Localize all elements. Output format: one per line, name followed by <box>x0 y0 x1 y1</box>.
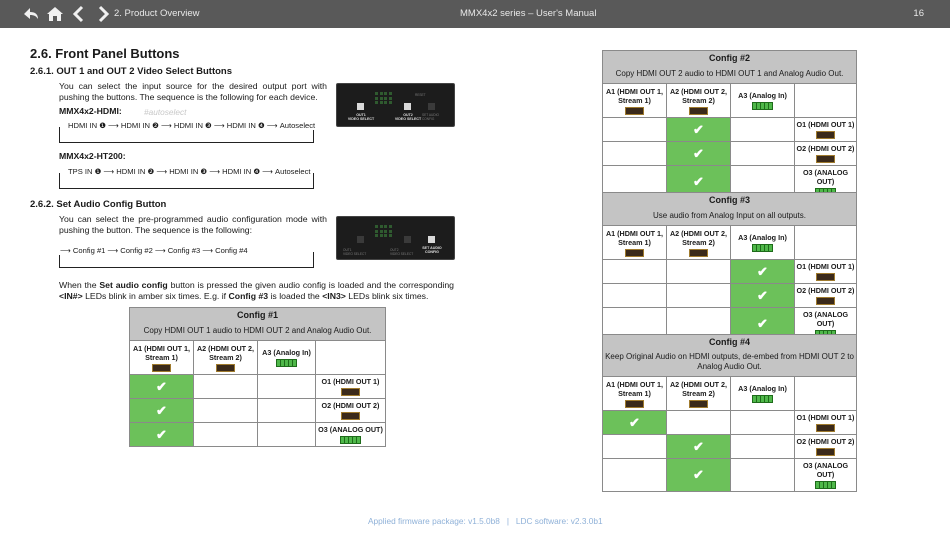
audio-config-table <box>602 192 857 341</box>
routing-cell <box>667 411 731 435</box>
section-title: 2.6. Front Panel Buttons <box>30 46 180 61</box>
routing-cell <box>731 411 795 435</box>
routing-cell <box>731 142 795 166</box>
sequence-step: HDMI IN ❹ <box>226 121 265 130</box>
header-bar <box>0 0 950 28</box>
config-table-description: Copy HDMI OUT 1 audio to HDMI OUT 2 and Analog Audio Out. <box>130 322 386 341</box>
terminal-connector-icon <box>752 395 773 403</box>
terminal-connector-icon <box>815 481 836 489</box>
audio-config-description: You can select the pre-programmed audio configuration mode with pushing the button. The sequence is the following: <box>59 214 327 235</box>
breadcrumb[interactable]: 2. Product Overview <box>114 8 200 19</box>
routing-cell <box>603 435 667 459</box>
column-header: A1 (HDMI OUT 1, Stream 1) <box>603 84 667 118</box>
sequence-step: HDMI IN ❷ <box>116 167 155 176</box>
row-header: O1 (HDMI OUT 1) <box>795 118 857 142</box>
hdmi-connector-icon <box>216 364 235 372</box>
terminal-connector-icon <box>276 359 297 367</box>
hdmi-connector-icon <box>152 364 171 372</box>
sequence-step: HDMI IN ❸ <box>169 167 208 176</box>
routing-cell <box>731 459 795 492</box>
config-table-description: Copy HDMI OUT 2 audio to HDMI OUT 1 and Analog Audio Out. <box>603 65 857 84</box>
hdmi-connector-icon <box>816 448 835 456</box>
sequence-step: Config #4 <box>215 246 248 255</box>
routing-cell <box>603 142 667 166</box>
config-table-description: Use audio from Analog Input on all outputs. <box>603 207 857 226</box>
sequence-step: Autoselect <box>279 121 316 130</box>
routing-cell <box>603 459 667 492</box>
check-icon: ✔ <box>693 145 704 161</box>
audio-config-table <box>602 50 857 199</box>
hdmi-connector-icon <box>689 400 708 408</box>
row-header: O3 (ANALOG OUT) <box>795 166 857 199</box>
check-icon: ✔ <box>693 438 704 454</box>
column-header: A1 (HDMI OUT 1, Stream 1) <box>603 377 667 411</box>
audio-config-sequence: ⟶ Config #1 ⟶ Config #2 ⟶ Config #3 ⟶ Config #4 <box>59 252 314 268</box>
column-header: A1 (HDMI OUT 1, Stream 1) <box>603 226 667 260</box>
check-icon: ✔ <box>693 174 704 189</box>
check-icon: ✔ <box>693 121 704 137</box>
hdmi-connector-icon <box>341 388 360 396</box>
manual-title: MMX4x2 series – User's Manual <box>460 8 597 19</box>
sequence-step: Config #2 <box>120 246 153 255</box>
routing-cell <box>194 423 258 447</box>
row-header: O3 (ANALOG OUT) <box>795 459 857 492</box>
column-header: A2 (HDMI OUT 2, Stream 2) <box>667 226 731 260</box>
home-icon[interactable] <box>46 4 64 24</box>
routing-cell <box>258 375 316 399</box>
column-header: A3 (Analog In) <box>258 341 316 375</box>
check-icon: ✔ <box>156 378 167 394</box>
routing-cell-active <box>130 423 194 447</box>
hdmi-connector-icon <box>816 155 835 163</box>
routing-cell <box>603 260 667 284</box>
subsection-title-audio-config: 2.6.2. Set Audio Config Button <box>30 199 167 210</box>
terminal-connector-icon <box>752 102 773 110</box>
audio-config-note: When the Set audio config button is pressed the given audio config is loaded and the corresponding <IN#> LEDs blink in amber six times. E.g. if Config #3 is loaded the <IN3> LEDs blink six times. <box>59 280 454 301</box>
row-header: O1 (HDMI OUT 1) <box>316 375 386 399</box>
sequence-step: TPS IN ❶ <box>68 167 102 176</box>
back-icon[interactable] <box>22 4 40 24</box>
front-panel-image-video-select: OUT1 VIDEO SELECT OUT2 VIDEO SELECT SET AUDIO CONFIG RESET <box>336 83 455 127</box>
audio-config-table <box>129 307 386 447</box>
row-header: O2 (HDMI OUT 2) <box>795 284 857 308</box>
routing-cell-active <box>731 284 795 308</box>
out2-button <box>404 103 411 110</box>
front-panel-image-audio-config: OUT1 VIDEO SELECT OUT2 VIDEO SELECT SET AUDIO CONFIG <box>336 216 455 260</box>
row-header: O3 (ANALOG OUT) <box>795 308 857 341</box>
sequence-step: HDMI IN ❶ <box>68 121 107 130</box>
row-header: O2 (HDMI OUT 2) <box>795 142 857 166</box>
routing-cell-active <box>130 375 194 399</box>
out1-button <box>357 103 364 110</box>
check-icon: ✔ <box>757 287 768 303</box>
footer-version-info: Applied firmware package: v1.5.0b8 | LDC software: v2.3.0b1 <box>368 516 603 526</box>
routing-cell <box>258 399 316 423</box>
column-header: A3 (Analog In) <box>731 226 795 260</box>
routing-cell <box>258 423 316 447</box>
column-header: A2 (HDMI OUT 2, Stream 2) <box>667 377 731 411</box>
check-icon: ✔ <box>156 426 167 442</box>
routing-cell-active <box>667 118 731 142</box>
hdmi-input-sequence: HDMI IN ❶ ⟶ HDMI IN ❷ ⟶ HDMI IN ❸ ⟶ HDMI IN ❹ ⟶ Autoselect <box>59 127 314 143</box>
hdmi-connector-icon <box>689 107 708 115</box>
routing-cell-active <box>130 399 194 423</box>
routing-cell <box>194 399 258 423</box>
hdmi-connector-icon <box>341 412 360 420</box>
terminal-connector-icon <box>340 436 361 444</box>
terminal-connector-icon <box>752 244 773 252</box>
sequence-step: Config #1 <box>72 246 106 255</box>
routing-cell <box>667 284 731 308</box>
audio-config-button <box>428 236 435 243</box>
previous-icon[interactable] <box>70 4 88 24</box>
video-select-description: You can select the input source for the desired output port with pushing the buttons. The sequence is the following for each device. <box>59 81 327 102</box>
config-table-title: Config #4 <box>603 335 857 350</box>
row-header: O3 (ANALOG OUT) <box>316 423 386 447</box>
next-icon[interactable] <box>94 4 112 24</box>
subsection-title-video-select: 2.6.1. OUT 1 and OUT 2 Video Select Buttons <box>30 66 233 77</box>
sequence-step: HDMI IN ❷ <box>120 121 159 130</box>
page-number: 16 <box>913 8 924 19</box>
hdmi-connector-icon <box>625 107 644 115</box>
column-header: A2 (HDMI OUT 2, Stream 2) <box>194 341 258 375</box>
hdmi-connector-icon <box>689 249 708 257</box>
config-table-description: Keep Original Audio on HDMI outputs, de-embed from HDMI OUT 2 to Analog Audio Out. <box>603 349 857 377</box>
sequence-step: Autoselect <box>275 167 311 176</box>
sequence-step: HDMI IN ❸ <box>173 121 212 130</box>
routing-cell-active <box>603 411 667 435</box>
sequence-step: HDMI IN ❹ <box>222 167 261 176</box>
check-icon: ✔ <box>156 402 167 418</box>
hdmi-connector-icon <box>625 400 644 408</box>
column-header: A1 (HDMI OUT 1, Stream 1) <box>130 341 194 375</box>
hdmi-connector-icon <box>816 297 835 305</box>
hdmi-connector-icon <box>816 131 835 139</box>
routing-cell <box>667 260 731 284</box>
hdmi-connector-icon <box>625 249 644 257</box>
audio-config-table <box>602 334 857 492</box>
config-table-title: Config #3 <box>603 193 857 208</box>
hdmi-connector-icon <box>816 273 835 281</box>
routing-cell-active <box>667 459 731 492</box>
routing-cell-active <box>731 260 795 284</box>
column-header: A2 (HDMI OUT 2, Stream 2) <box>667 84 731 118</box>
routing-cell <box>731 118 795 142</box>
ht200-input-sequence: TPS IN ❶ ⟶ HDMI IN ❷ ⟶ HDMI IN ❸ ⟶ HDMI IN ❹ ⟶ Autoselect <box>59 173 314 189</box>
check-icon: ✔ <box>629 414 640 430</box>
row-header: O1 (HDMI OUT 1) <box>795 411 857 435</box>
sequence-step: Config #3 <box>167 246 201 255</box>
nav-icons <box>22 4 112 24</box>
model-hdmi-label: MMX4x2-HDMI: <box>59 106 122 116</box>
row-header: O2 (HDMI OUT 2) <box>795 435 857 459</box>
check-icon: ✔ <box>693 467 704 482</box>
routing-cell <box>731 435 795 459</box>
column-header: A3 (Analog In) <box>731 377 795 411</box>
config-table-title: Config #1 <box>130 308 386 323</box>
audio-config-button <box>428 103 435 110</box>
model-ht200-label: MMX4x2-HT200: <box>59 151 126 161</box>
check-icon: ✔ <box>757 263 768 279</box>
routing-cell-active <box>667 142 731 166</box>
config-table-title: Config #2 <box>603 51 857 66</box>
row-header: O1 (HDMI OUT 1) <box>795 260 857 284</box>
autoselect-hint: #autoselect <box>144 107 187 117</box>
column-header: A3 (Analog In) <box>731 84 795 118</box>
check-icon: ✔ <box>757 316 768 331</box>
routing-cell <box>194 375 258 399</box>
routing-cell <box>603 118 667 142</box>
routing-cell <box>603 284 667 308</box>
row-header: O2 (HDMI OUT 2) <box>316 399 386 423</box>
hdmi-connector-icon <box>816 424 835 432</box>
routing-cell-active <box>667 435 731 459</box>
